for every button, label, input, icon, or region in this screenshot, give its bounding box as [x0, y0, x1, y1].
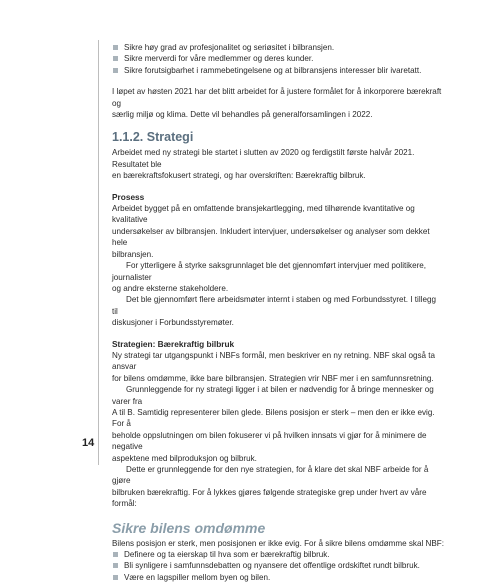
list-item: Bli synligere i samfunnsdebatten og nyansere det offentlige ordskiftet rundt bilbruk. [112, 560, 444, 571]
intro-bullet-list [112, 42, 444, 76]
text-line: og andre eksterne stakeholdere. [112, 283, 229, 293]
page-number: 14 [82, 437, 95, 449]
list-item: Sikre forutsigbarhet i rammebetingelsene og at bilbransjens interesser blir ivaretatt. [112, 65, 444, 76]
text-line: for bilens omdømme, ikke bare bilbransjen. Strategien vrir NBF mer i en samfunnsretning. [112, 373, 434, 383]
list-item: Definere og ta eierskap til hva som er bærekraftig bilbruk. [112, 549, 444, 560]
text-line: bilbruken bærekraftig. For å lykkes gjøres følgende strategiske grep under hvert av våre formål: [112, 487, 427, 509]
sikre-bullet-list [112, 549, 444, 583]
text-line: Dette er grunnleggende for den nye strategien, for å klare det skal NBF arbeide for å gjøre [112, 465, 429, 486]
prosess-heading: Prosess [112, 191, 145, 202]
text-line: Grunnleggende for ny strategi ligger i at bilen er nødvendig for å bringe mennesker og varer fra [112, 385, 434, 406]
margin-rule [98, 40, 99, 465]
strategien-paragraph-1 [112, 350, 444, 384]
text-line: diskusjoner i Forbundsstyremøter. [112, 318, 234, 328]
section-heading-strategi: 1.1.2. Strategi [112, 130, 194, 145]
prosess-paragraph-1 [112, 203, 444, 260]
text-line: I løpet av høsten 2021 har det blitt arbeidet for å justere formålet for å inkorporere bærekraft og [112, 87, 442, 108]
intro-paragraph [112, 86, 444, 120]
strategien-paragraph-2 [112, 384, 444, 464]
text-line: beholde oppslutningen om bilen fokuserer vi på hvilken innsats vi gjør for å minimere de negative [112, 430, 427, 452]
text-line: bilbransjen. [112, 249, 154, 259]
sikre-paragraph: Bilens posisjon er sterk, men posisjonen er ikke evig. For å sikre bilens omdømme skal NBF: [112, 538, 444, 548]
text-line: særlig miljø og klima. Dette vil behandles på generalforsamlingen i 2022. [112, 110, 373, 120]
text-line: Ny strategi tar utgangspunkt i NBFs formål, men beskriver en ny retning. NBF skal også ta ansvar [112, 350, 435, 372]
sikre-heading: Sikre bilens omdømme [112, 519, 266, 536]
text-line: For ytterligere å styrke saksgrunnlaget ble det gjennomført intervjuer med politikere, journalister [112, 261, 427, 282]
page-content [112, 42, 444, 583]
text-line: Det ble gjennomført flere arbeidsmøter internt i staben og med Forbundsstyret. I tillegg til [112, 295, 436, 316]
text-line: Arbeidet bygget på en omfattende bransjekartlegging, med tilhørende kvantitative og kvalitative [112, 204, 415, 225]
strategien-paragraph-3 [112, 464, 444, 510]
prosess-paragraph-2 [112, 260, 444, 294]
text-line: Arbeidet med ny strategi ble startet i slutten av 2020 og ferdigstilt første halvår 2021. Resultatet ble [112, 148, 415, 169]
strategi-paragraph [112, 147, 444, 181]
list-item: Sikre merverdi for våre medlemmer og deres kunder. [112, 53, 444, 64]
list-item: Være en lagspiller mellom byen og bilen. [112, 572, 444, 583]
strategien-heading: Strategien: Bærekraftig bilbruk [112, 338, 235, 349]
text-line: en bærekraftsfokusert strategi, og har overskriften: Bærekraftig bilbruk. [112, 171, 366, 181]
text-line: A til B. Samtidig representerer bilen glede. Bilens posisjon er sterk – men den er ikke evig. For å [112, 407, 435, 429]
list-item: Sikre høy grad av profesjonalitet og seriøsitet i bilbransjen. [112, 42, 444, 53]
text-line: undersøkelser av bilbransjen. Inkludert intervjuer, undersøkelser og analyser som dekket hele [112, 226, 430, 248]
prosess-paragraph-3 [112, 294, 444, 328]
text-line: aspektene med bilproduksjon og bilbruk. [112, 453, 257, 463]
